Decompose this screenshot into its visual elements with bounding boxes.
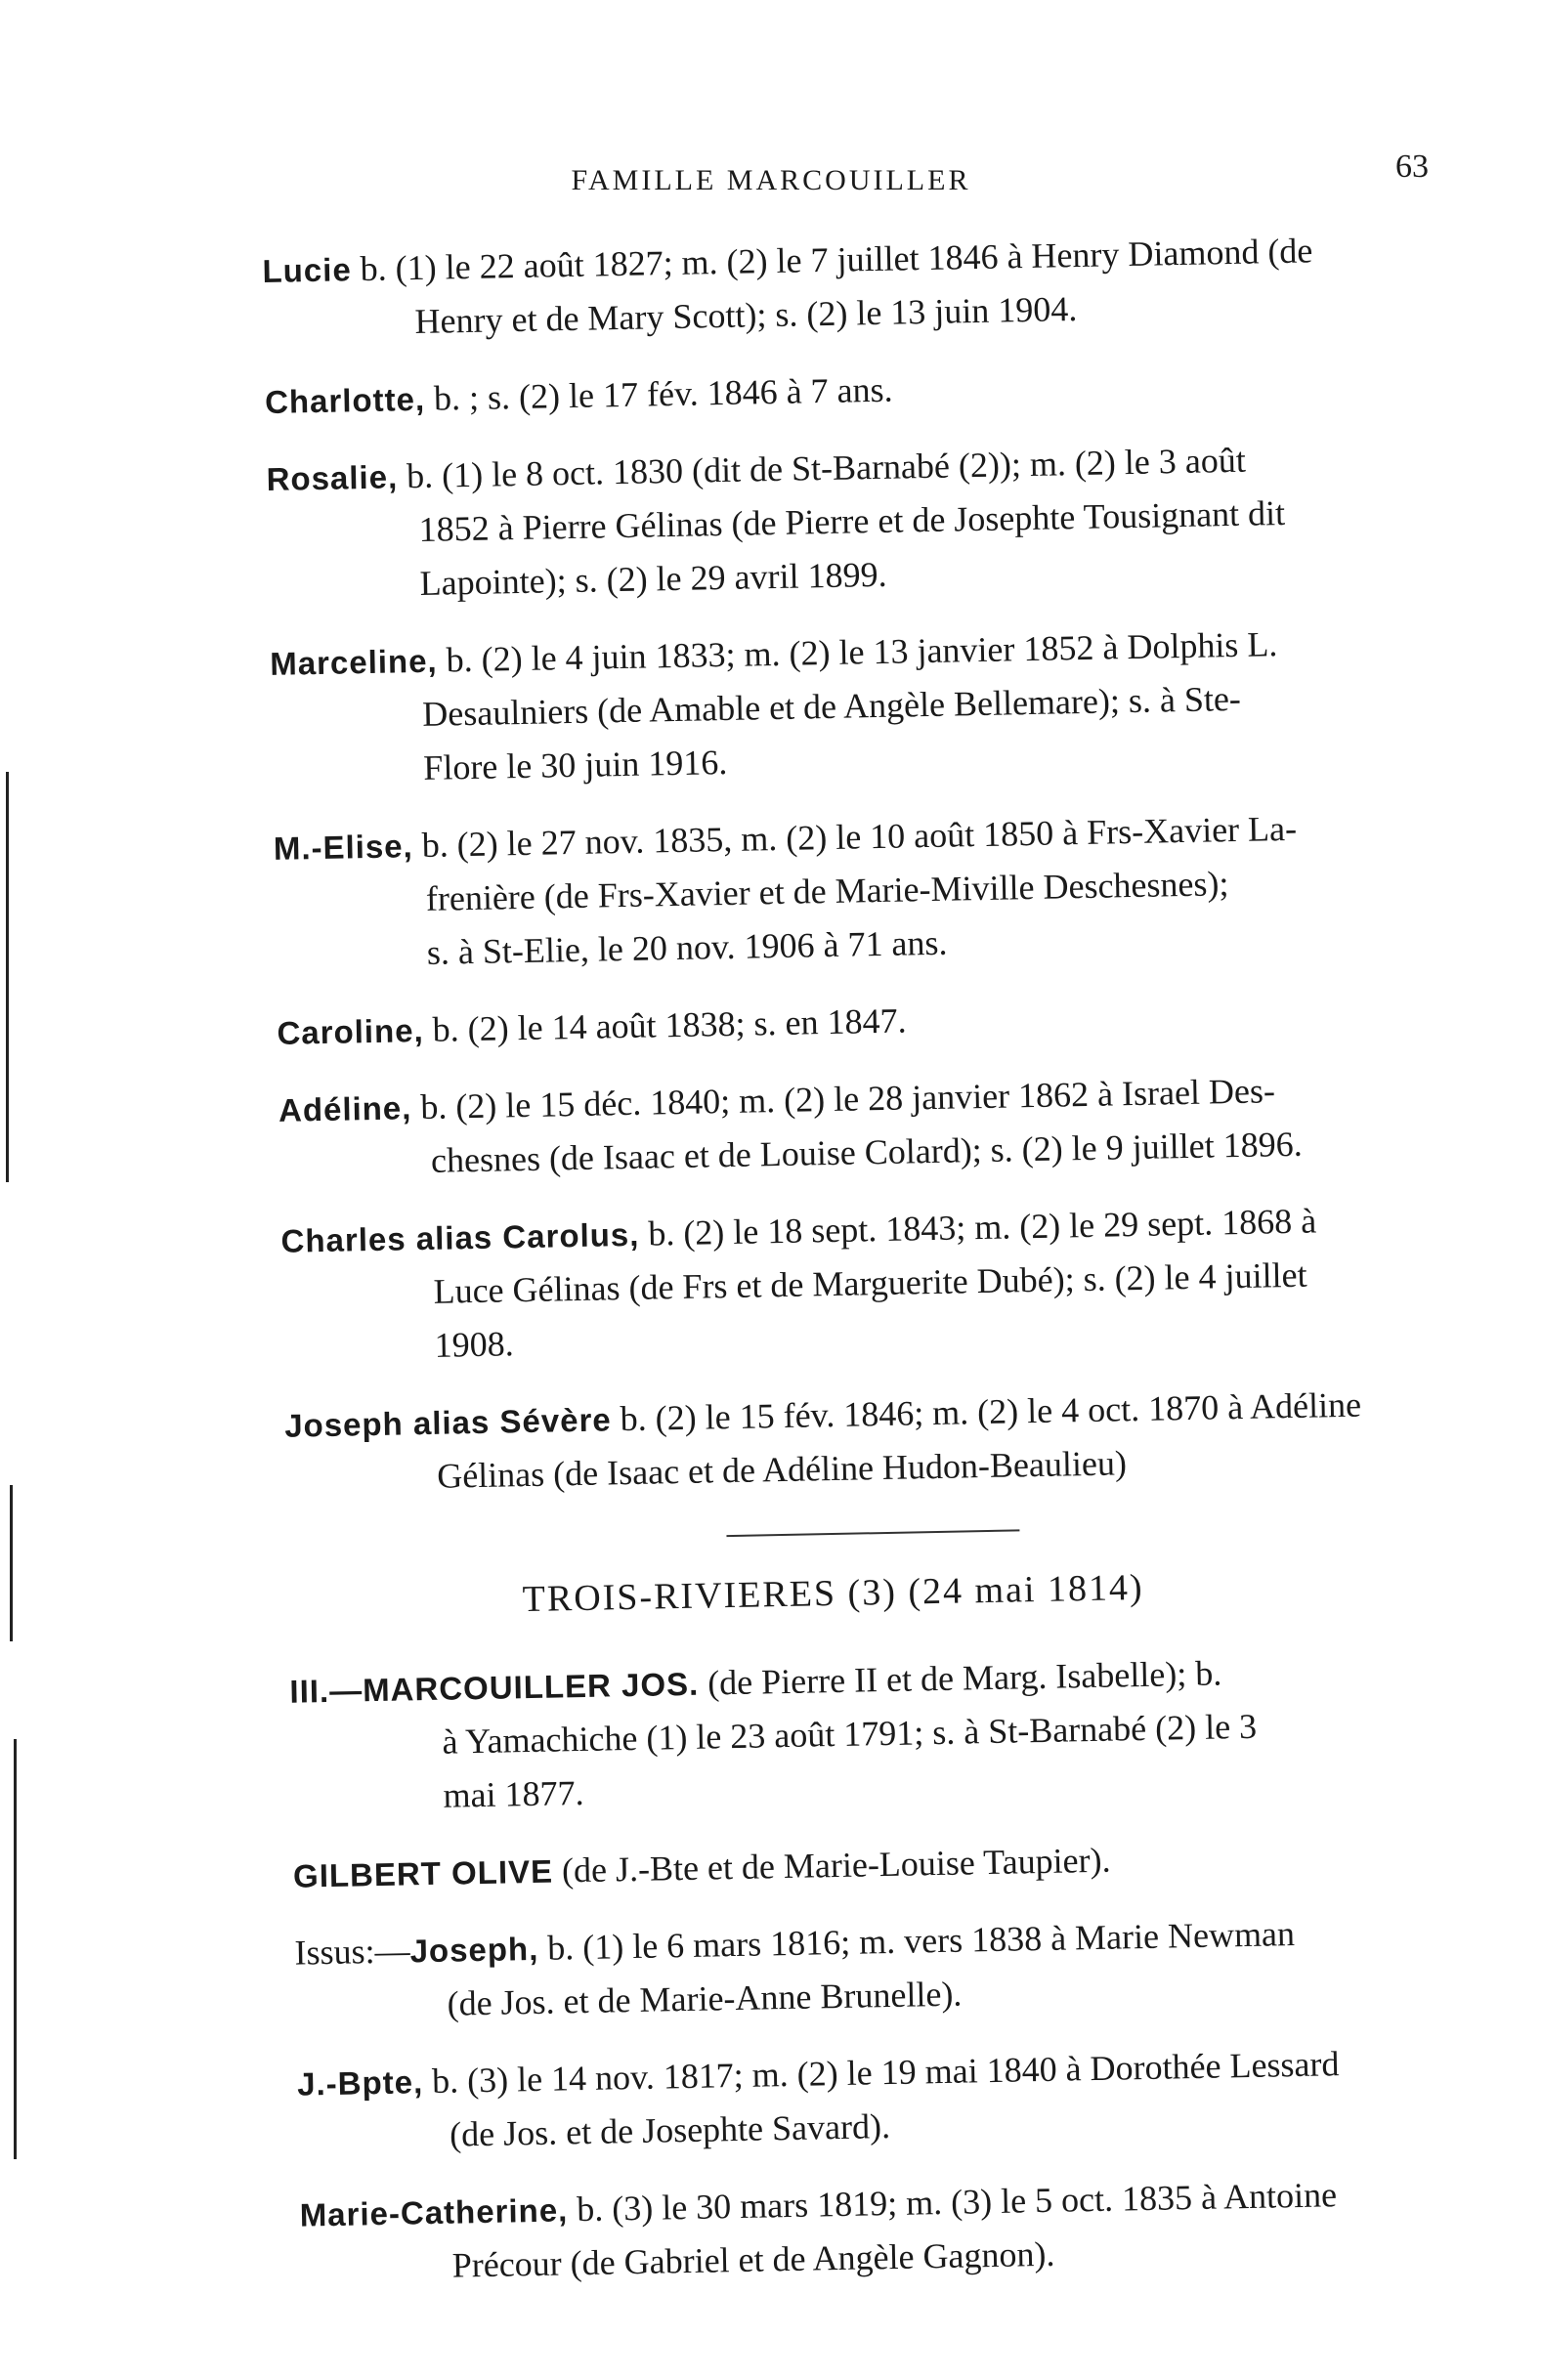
entry-line: (de Jos. et de Josephte Savard). (449, 2106, 891, 2154)
margin-scan-line (14, 1739, 17, 2159)
entry-line: mai 1877. (443, 1772, 584, 1815)
entry-line: Précour (de Gabriel et de Angèle Gagnon). (451, 2233, 1055, 2285)
entry-first-line (277, 984, 1450, 1060)
entry-text: b. (2) le 15 déc. 1840; m. (2) le 28 janvier 1862 à Israel Des- (410, 1071, 1276, 1127)
entry-lucie (262, 222, 1436, 352)
margin-scan-line (10, 1485, 13, 1641)
entry-line: Desaulniers (de Amable et de Angèle Bellemare); s. à Ste- (421, 678, 1242, 734)
entry-charlotte (265, 353, 1438, 429)
entry-text: b. (2) le 14 août 1838; s. en 1847. (423, 1000, 907, 1049)
page-number: 63 (1395, 149, 1429, 185)
entry-text: b. (2) le 4 juin 1833; m. (2) le 13 janvier 1852 à Dolphis L. (437, 624, 1278, 680)
entry-text: b. (2) le 18 sept. 1843; m. (2) le 29 sept. 1868 à (638, 1201, 1317, 1254)
entry-name: Adéline, (278, 1089, 412, 1128)
entry-name: Caroline, (277, 1011, 425, 1051)
entry-m-elise (273, 799, 1448, 983)
entry-caroline (277, 984, 1450, 1060)
entry-gilbert-olive (293, 1827, 1467, 1903)
entry-adeline (278, 1061, 1452, 1191)
entry-name: Lucie (262, 251, 353, 289)
entry-name: Rosalie, (266, 458, 399, 497)
entry-line: (de Jos. et de Marie-Anne Brunelle). (447, 1974, 963, 2023)
entry-text: (de Pierre II et de Marg. Isabelle); b. (698, 1653, 1222, 1703)
entry-line: à Yamachiche (1) le 23 août 1791; s. à St-Barnabé (2) le 3 (442, 1706, 1258, 1762)
entry-line: 1852 à Pierre Gélinas (de Pierre et de Josephte Tousignant dit (418, 492, 1286, 549)
entry-name: GILBERT OLIVE (292, 1852, 554, 1894)
entry-joseph-severe (284, 1377, 1459, 1507)
section-heading: TROIS-RIVIERES (3) (24 mai 1814) (522, 1566, 1145, 1621)
entry-text: b. (2) le 27 nov. 1835, m. (2) le 10 août 1850 à Frs-Xavier La- (412, 808, 1298, 866)
entry-first-line (265, 353, 1438, 429)
entry-prefix: Issus:— (294, 1931, 410, 1973)
entry-charles (280, 1192, 1456, 1376)
entry-line: frenière (de Frs-Xavier et de Marie-Miville Deschesnes); (425, 864, 1229, 918)
entry-line: Luce Gélinas (de Frs et de Marguerite Dubé); s. (2) le 4 juillet (433, 1254, 1307, 1311)
entry-name: M.-Elise, (273, 828, 414, 867)
entry-name: Joseph alias Sévère (283, 1401, 613, 1444)
entry-text: (de J.-Bte et de Marie-Louise Taupier). (552, 1840, 1111, 1891)
entry-name: III.—MARCOUILLER JOS. (289, 1665, 700, 1710)
entry-marie-catherine (299, 2166, 1474, 2296)
entry-rosalie (266, 430, 1441, 614)
entry-text: b. (3) le 30 mars 1819; m. (3) le 5 oct. 1835 à Antoine (567, 2175, 1338, 2230)
entry-name: Joseph, (409, 1930, 539, 1970)
entry-text: b. (1) le 8 oct. 1830 (dit de St-Barnabé (2)); m. (2) le 3 août (397, 440, 1247, 496)
margin-scan-line (6, 772, 9, 1182)
entry-marcouiller-jos (289, 1642, 1465, 1826)
entry-name: Marceline, (269, 642, 438, 682)
entry-text: b. (1) le 22 août 1827; m. (2) le 7 juillet 1846 à Henry Diamond (de (351, 231, 1313, 289)
entry-line: Lapointe); s. (2) le 29 avril 1899. (419, 554, 887, 603)
entry-line: Gélinas (de Isaac et de Adéline Hudon-Beaulieu) (436, 1443, 1128, 1496)
entry-name: Marie-Catherine, (299, 2191, 569, 2233)
section-divider (726, 1529, 1019, 1537)
entry-line: chesnes (de Isaac et de Louise Colard); s. (2) le 9 juillet 1896. (430, 1124, 1303, 1180)
entry-first-line (293, 1827, 1467, 1903)
entry-joseph (294, 1904, 1469, 2034)
entry-text: b. (2) le 15 fév. 1846; m. (2) le 4 oct. 1870 à Adéline (611, 1384, 1362, 1439)
entry-marceline (270, 615, 1445, 798)
entry-text: b. (3) le 14 nov. 1817; m. (2) le 19 mai 1840 à Dorothée Lessard (422, 2044, 1340, 2102)
entry-name: Charles alias Carolus, (280, 1215, 640, 1259)
entry-name: Charlotte, (264, 380, 426, 420)
entry-name: J.-Bpte, (296, 2063, 424, 2103)
entry-line: 1908. (434, 1324, 515, 1365)
entry-j-bpte (297, 2035, 1472, 2165)
running-header: FAMILLE MARCOUILLER (571, 164, 971, 196)
entry-line: s. à St-Elie, le 20 nov. 1906 à 71 ans. (426, 922, 948, 972)
genealogy-entries (262, 222, 1475, 2319)
entry-text: b. ; s. (2) le 17 fév. 1846 à 7 ans. (424, 369, 893, 418)
entry-line: Flore le 30 juin 1916. (422, 742, 728, 787)
entry-text: b. (1) le 6 mars 1816; m. vers 1838 à Marie Newman (537, 1914, 1296, 1968)
entry-line: Henry et de Mary Scott); s. (2) le 13 juin 1904. (414, 288, 1078, 342)
